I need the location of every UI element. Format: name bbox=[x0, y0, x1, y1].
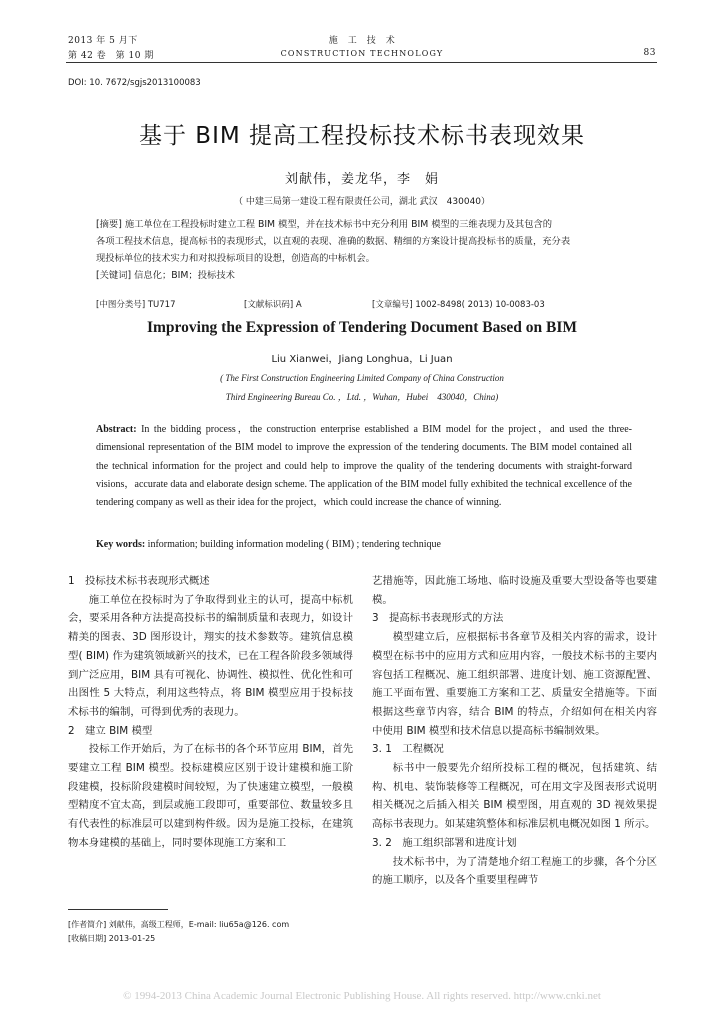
abstract-cn-line: 各项工程技术信息，提高标书的表现形式，以直观的表现、准确的数据、精细的方案设计提高投标书的质量，充分表 bbox=[96, 236, 571, 247]
abstract-cn-line bbox=[96, 216, 634, 233]
body-left-column bbox=[68, 572, 353, 853]
paragraph: 施工单位在投标时为了争取得到业主的认可，提高中标机会，要采用各种方法提高投标书的编制质量和表现力，如设计精美的图表、3D 图形设计，翔实的技术参数等。建筑信息模型( BIM) 作为建筑领域新兴的技术，已在工程各阶段多领域得到广泛应用，BIM 具有可视化、协调性、模拟性、优化性和可出图性 5 大特点，利用这些特点，将 BIM 模型应用于投标技术标书的编制，可得到优秀的表现力。 bbox=[68, 593, 353, 718]
header-volume: 第 42 卷 第 10 期 bbox=[68, 51, 154, 61]
doc-code: [文献标识码] A bbox=[244, 300, 302, 310]
abstract-cn bbox=[96, 216, 634, 284]
authors-en: Liu Xianwei，Jiang Longhua，Li Juan bbox=[271, 354, 453, 365]
section-heading-1: 1 投标技术标书表现形式概述 bbox=[68, 575, 210, 587]
doi: DOI: 10. 7672/sgjs2013100083 bbox=[68, 78, 201, 88]
journal-title-cn: 施 工 技 术 bbox=[328, 36, 396, 46]
abstract-en bbox=[96, 421, 632, 512]
section-heading-3-1: 3. 1 工程概况 bbox=[372, 743, 444, 756]
page-title: 基于 BIM 提高工程投标技术标书表现效果 bbox=[138, 123, 586, 149]
authors-cn: 刘献伟，姜龙华，李 娟 bbox=[284, 172, 439, 187]
keywords-en-text: information; building information modeling ( BIM) ; tendering technique bbox=[147, 539, 441, 550]
section-heading-3: 3 提高标书表现形式的方法 bbox=[372, 612, 504, 625]
footnote-rule bbox=[68, 909, 168, 910]
abstract-en-text: In the bidding process，the construction enterprise established a BIM model for the project，and used the three-dimensional representation of the BIM model to improve the expression of the tendering documents. The BIM model contained all the technical information for the project and could help to improve the quality of the tendering documents with straight-forward visions，accurate data and elaborate design scheme. The application of the BIM model fully exhibited the technical excellence of the tendering company as well as their idea for the project，which could increase the chance of winning. bbox=[96, 424, 632, 509]
header-rule bbox=[66, 62, 657, 63]
paragraph: 艺措施等，因此施工场地、临时设施及重要大型设备等也要建模。 bbox=[372, 575, 657, 606]
affiliation-en-line1: ( The First Construction Engineering Limited Company of China Construction bbox=[220, 373, 504, 383]
title-en: Improving the Expression of Tendering Document Based on BIM bbox=[146, 319, 578, 336]
journal-title-en: CONSTRUCTION TECHNOLOGY bbox=[280, 49, 444, 58]
paragraph: 技术标书中，为了清楚地介绍工程施工的步骤，各个分区的施工顺序，以及各个重要里程碑节 bbox=[372, 855, 657, 887]
paragraph: 模型建立后，应根据标书各章节及相关内容的需求，设计模型在标书中的应用方式和应用内容，一般技术标书的主要内容包括工程概况、施工组织部署、进度计划、施工资源配置、施工平面布置、重要施工方案和工艺、质量安全措施等。下面根据这些章节内容，结合 BIM 的特点，介绍如何在相关内容中使用 BIM 模型和技术信息以提高标书编制效果。 bbox=[372, 631, 657, 737]
abstract-en-label: Abstract: bbox=[96, 424, 137, 435]
footnote-received: [收稿日期] 2013-01-25 bbox=[68, 934, 156, 943]
keywords-en-label: Key words: bbox=[96, 539, 146, 550]
page-number: 83 bbox=[643, 48, 656, 58]
body-right-column bbox=[372, 572, 657, 890]
affiliation-cn: （ 中建三局第一建设工程有限责任公司，湖北 武汉 430040） bbox=[233, 197, 491, 207]
clc-number: [中图分类号] TU717 bbox=[96, 300, 176, 310]
paragraph: 投标工作开始后，为了在标书的各个环节应用 BIM，首先要建立工程 BIM 模型。投标建模应区别于设计建模和施工阶段建模，投标阶段建模时间较短，为了快速建立模型，一般模型精度不宜太高，到层或施工段即可，重要部位、数量较多且有代表性的标准层可以建到构件级。因为是施工投标，在建筑物本身建模的基础上，同时要体现施工方案和工 bbox=[68, 743, 353, 849]
affiliation-en-line2: Third Engineering Bureau Co. ，Ltd. ，Wuhan，Hubei 430040，China) bbox=[225, 392, 499, 402]
abstract-cn-label: [摘要] bbox=[96, 219, 122, 230]
article-number: [文章编号] 1002-8498( 2013) 10-0083-03 bbox=[372, 300, 545, 310]
copyright-watermark: © 1994-2013 China Academic Journal Electronic Publishing House. All rights reserved. http://www.cnki.net bbox=[123, 990, 601, 1002]
section-heading-2: 2 建立 BIM 模型 bbox=[68, 724, 153, 737]
paragraph: 标书中一般要先介绍所投标工程的概况，包括建筑、结构、机电、装饰装修等工程概况，可在用文字及图表形式说明相关概况之后插入相关 BIM 模型图，用直观的 3D 视效果提高标书表现力。如某建筑整体和标准层机电概况如图 1 所示。 bbox=[372, 762, 657, 831]
footnote-author: [作者简介] 刘献伟，高级工程师，E-mail: liu65a@126. com bbox=[68, 920, 290, 929]
keywords-en bbox=[96, 539, 441, 550]
keywords-cn: [关键词] 信息化；BIM；投标技术 bbox=[96, 270, 235, 281]
section-heading-3-2: 3. 2 施工组织部署和进度计划 bbox=[372, 836, 517, 849]
header-date: 2013 年 5 月下 bbox=[68, 36, 138, 46]
abstract-cn-line: 现投标单位的技术实力和对拟投标项目的设想，创造高的中标机会。 bbox=[96, 253, 375, 264]
abstract-cn-text: 施工单位在工程投标时建立工程 BIM 模型，并在技术标书中充分利用 BIM 模型的三维表现力及其包含的 bbox=[124, 219, 553, 230]
